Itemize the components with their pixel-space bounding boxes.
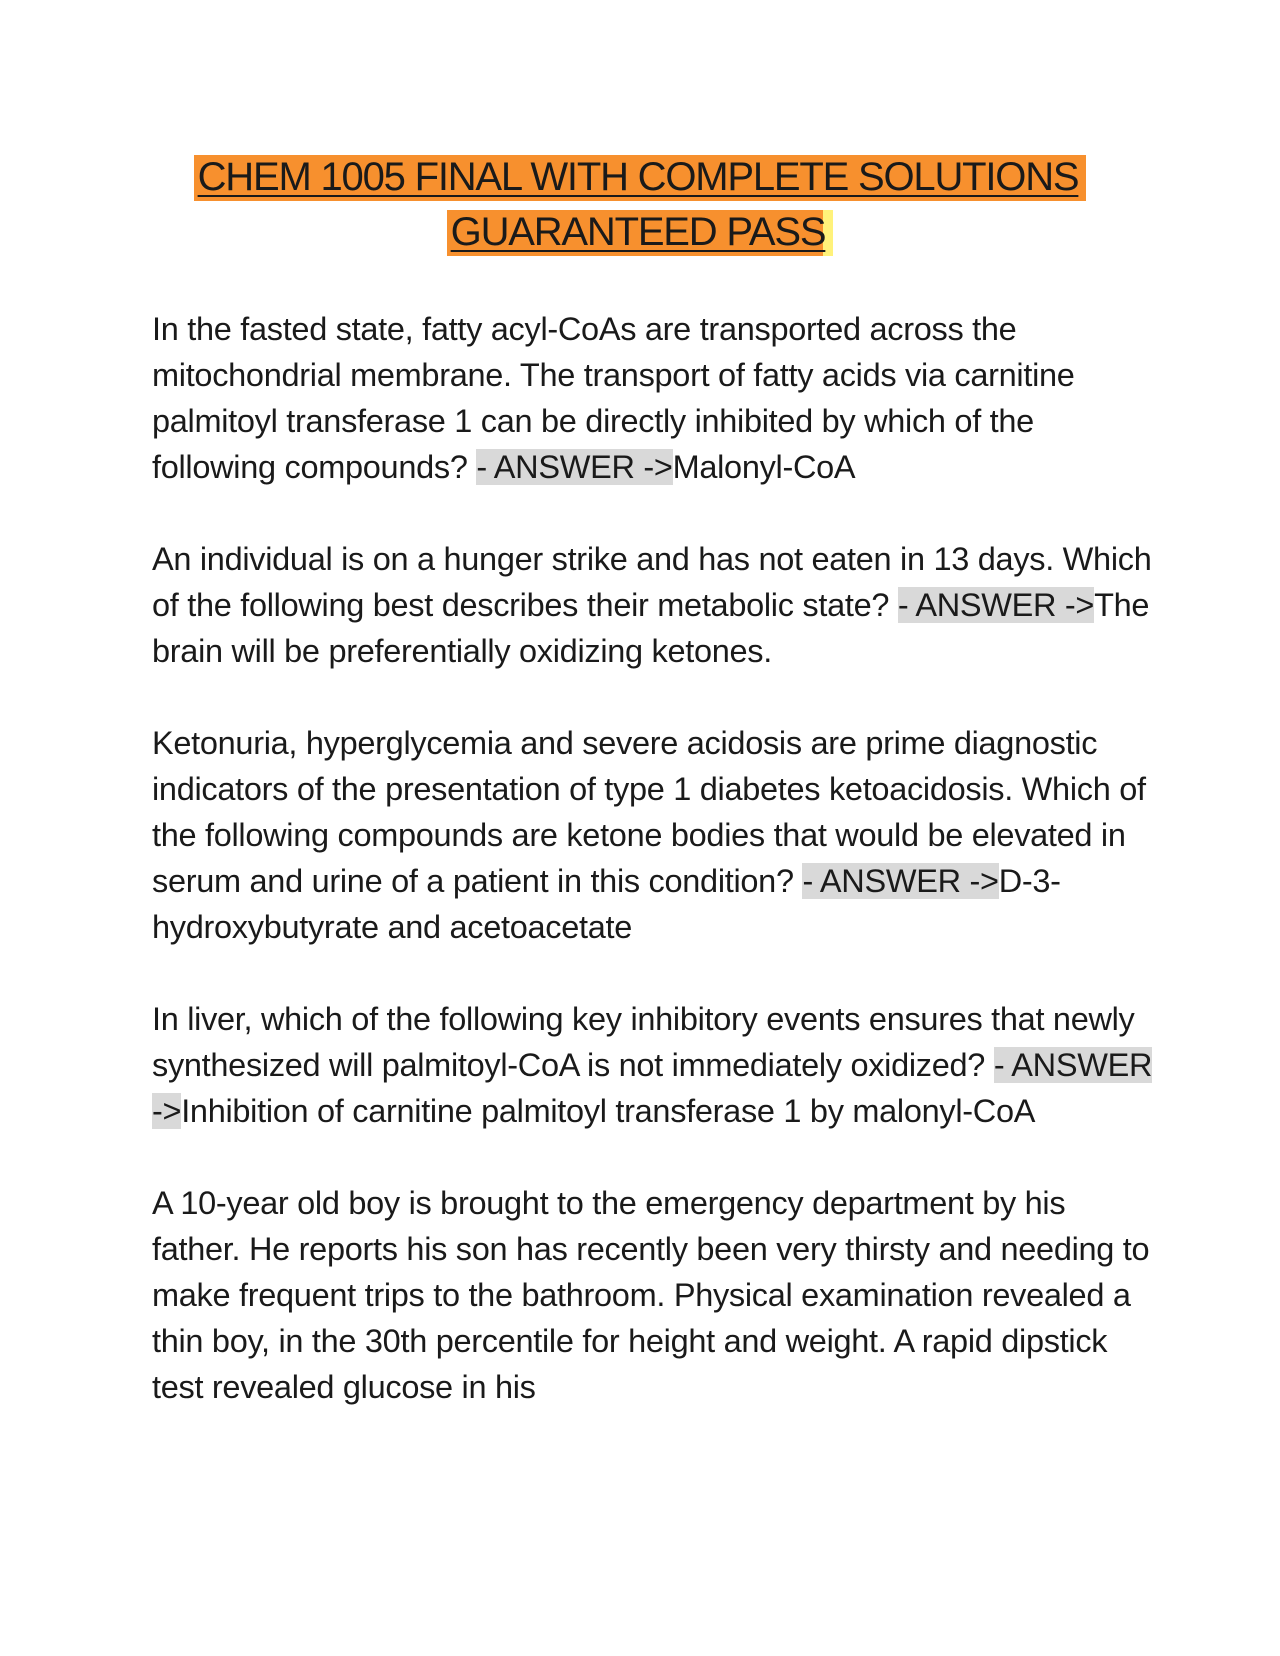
answer-label: - ANSWER -> bbox=[802, 863, 999, 899]
question-item bbox=[152, 720, 1162, 950]
question-text: Ketonuria, hyperglycemia and severe acidosis are prime diagnostic indicators of the presentation of type 1 diabetes ketoacidosis. Which of the following compounds are ketone bodies that would be elevated in serum and urine of a patient in this condition? bbox=[152, 725, 1146, 899]
answer-text: Malonyl-CoA bbox=[672, 449, 856, 485]
answer-text: D-3-hydroxybutyrate and acetoacetate bbox=[152, 863, 1061, 945]
question-text: An individual is on a hunger strike and has not eaten in 13 days. Which of the following best describes their metabolic state? bbox=[152, 541, 1152, 623]
question-text: In the fasted state, fatty acyl-CoAs are transported across the mitochondrial membrane. The transport of fatty acids via carnitine palmitoyl transferase 1 can be directly inhibited by which of the following compounds? bbox=[152, 311, 1075, 485]
answer-label: - ANSWER -> bbox=[476, 449, 673, 485]
question-list bbox=[152, 306, 1162, 1456]
question-item bbox=[152, 1180, 1162, 1410]
title-line-1: CHEM 1005 FINAL WITH COMPLETE SOLUTIONS bbox=[194, 155, 1087, 201]
title-line-2-row bbox=[0, 205, 1280, 260]
answer-label: - ANSWER -> bbox=[897, 587, 1095, 623]
answer-label: - ANSWER -> bbox=[152, 1047, 1153, 1129]
question-text: A 10-year old boy is brought to the emergency department by his father. He reports his son has recently been very thirsty and needing to make frequent trips to the bathroom. Physical examination revealed a thin boy, in the 30th percentile for height and weight. A rapid dipstick test revealed glucose in his bbox=[152, 1185, 1150, 1405]
title-line-1-row bbox=[0, 150, 1280, 205]
question-item bbox=[152, 996, 1162, 1134]
answer-text: The brain will be preferentially oxidizing ketones. bbox=[152, 587, 1150, 669]
document-title bbox=[0, 150, 1280, 260]
title-line-2: GUARANTEED PASS bbox=[447, 210, 834, 256]
question-text: In liver, which of the following key inhibitory events ensures that newly synthesized will palmitoyl-CoA is not immediately oxidized? bbox=[152, 1001, 1135, 1083]
question-item bbox=[152, 306, 1162, 490]
question-item bbox=[152, 536, 1162, 674]
answer-text: Inhibition of carnitine palmitoyl transferase 1 by malonyl-CoA bbox=[181, 1093, 1036, 1129]
